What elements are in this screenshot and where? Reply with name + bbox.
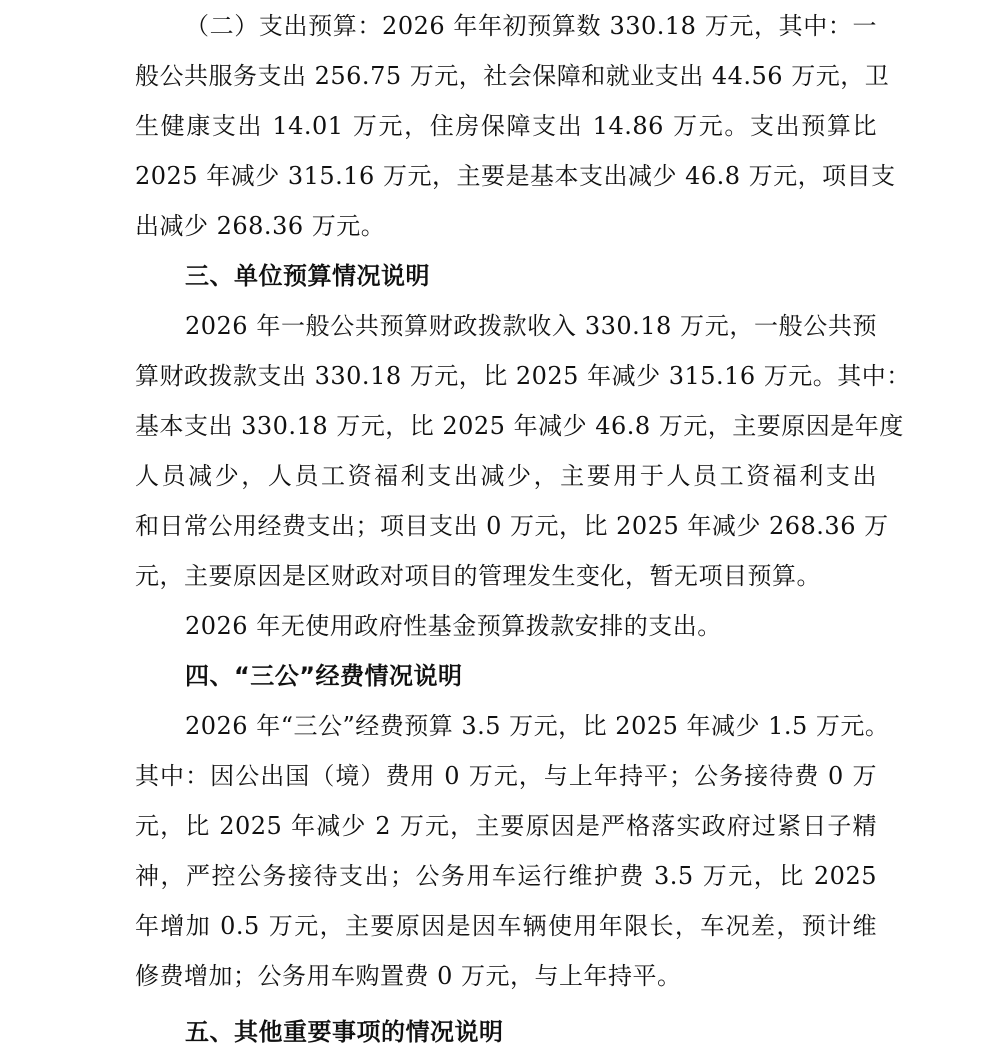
unit-budget-line-5: 和日常公用经费支出；项目支出 0 万元，比 2025 年减少 268.36 万 <box>135 512 889 540</box>
unit-budget-line-3: 基本支出 330.18 万元，比 2025 年减少 46.8 万元，主要原因是年度 <box>135 412 904 440</box>
three-public-line-6: 修费增加；公务用车购置费 0 万元，与上年持平。 <box>135 962 682 990</box>
unit-budget-heading: 三、单位预算情况说明 <box>185 262 430 290</box>
expenditure-budget-line-4: 2025 年减少 315.16 万元，主要是基本支出减少 46.8 万元，项目支 <box>135 162 896 190</box>
unit-budget-line-4: 人员减少，人员工资福利支出减少，主要用于人员工资福利支出 <box>135 462 877 490</box>
expenditure-budget-line-1: （二）支出预算：2026 年年初预算数 330.18 万元，其中：一 <box>185 12 877 40</box>
expenditure-budget-line-3: 生健康支出 14.01 万元，住房保障支出 14.86 万元。支出预算比 <box>135 112 877 140</box>
other-matters-heading: 五、其他重要事项的情况说明 <box>185 1018 504 1046</box>
unit-budget-line-6: 元，主要原因是区财政对项目的管理发生变化，暂无项目预算。 <box>135 562 821 590</box>
gov-fund-line: 2026 年无使用政府性基金预算拨款安排的支出。 <box>185 612 722 640</box>
three-public-line-1: 2026 年“三公”经费预算 3.5 万元，比 2025 年减少 1.5 万元。 <box>185 712 890 740</box>
expenditure-budget-line-5: 出减少 268.36 万元。 <box>135 212 386 240</box>
three-public-heading: 四、“三公”经费情况说明 <box>185 662 463 690</box>
unit-budget-line-2: 算财政拨款支出 330.18 万元，比 2025 年减少 315.16 万元。其中： <box>135 362 911 390</box>
three-public-line-4: 神，严控公务接待支出；公务用车运行维护费 3.5 万元，比 2025 <box>135 862 877 890</box>
three-public-line-2: 其中：因公出国（境）费用 0 万元，与上年持平；公务接待费 0 万 <box>135 762 877 790</box>
three-public-line-3: 元，比 2025 年减少 2 万元，主要原因是严格落实政府过紧日子精 <box>135 812 877 840</box>
three-public-line-5: 年增加 0.5 万元，主要原因是因车辆使用年限长，车况差，预计维 <box>135 912 877 940</box>
unit-budget-line-1: 2026 年一般公共预算财政拨款收入 330.18 万元，一般公共预 <box>185 312 877 340</box>
expenditure-budget-line-2: 般公共服务支出 256.75 万元，社会保障和就业支出 44.56 万元，卫 <box>135 62 890 90</box>
